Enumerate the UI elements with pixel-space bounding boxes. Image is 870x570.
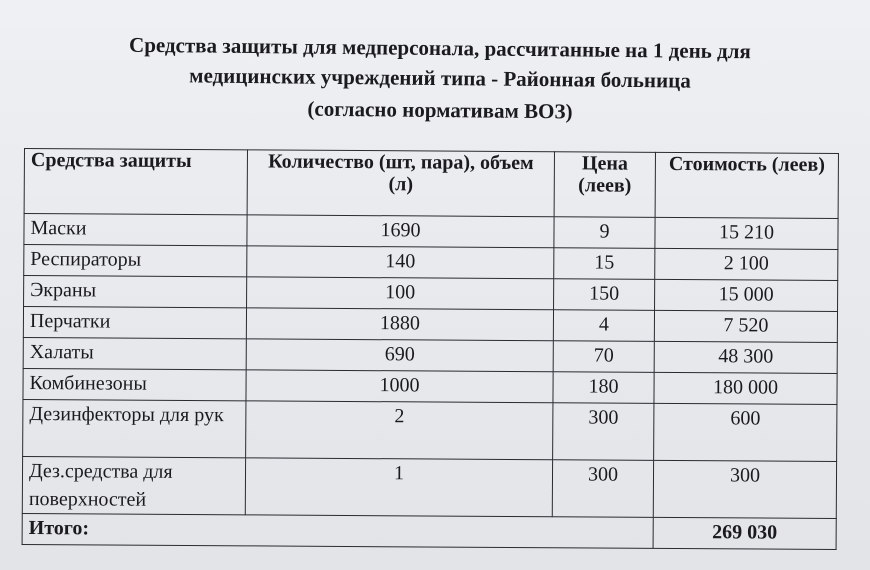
cell-quantity: 1690 (247, 215, 554, 248)
cell-price: 15 (554, 248, 655, 280)
cell-quantity: 140 (247, 246, 554, 279)
cell-price: 70 (553, 341, 654, 373)
cell-quantity: 1 (245, 458, 552, 517)
cell-price: 4 (553, 310, 654, 342)
table-header-row (24, 149, 838, 219)
table-row (23, 368, 837, 404)
header-item: Средства защиты (24, 149, 247, 215)
cell-item: Дезинфекторы для рук (23, 399, 246, 457)
cell-price: 9 (554, 217, 655, 249)
cell-cost: 15 000 (655, 279, 838, 311)
header-quantity: Количество (шт, пара), объем (л) (247, 150, 554, 217)
document-title-line-1: Средства защиты для медперсонала, рассчитанные на 1 день для (128, 32, 751, 64)
cell-quantity: 1880 (246, 308, 553, 341)
cell-quantity: 1000 (246, 370, 553, 403)
cell-item: Маски (24, 214, 247, 246)
cell-item: Экраны (24, 276, 247, 308)
cell-cost: 7 520 (654, 310, 837, 342)
cell-price: 300 (553, 403, 654, 461)
cell-item: Респираторы (24, 245, 247, 277)
cell-item: Халаты (23, 337, 246, 369)
cell-cost: 600 (654, 403, 837, 461)
cell-quantity: 100 (247, 277, 554, 310)
document-subtitle: (согласно нормативам ВОЗ) (307, 96, 573, 124)
total-value: 269 030 (653, 517, 836, 549)
cell-price: 150 (554, 279, 655, 311)
table-row (23, 337, 837, 373)
table-row (24, 276, 838, 312)
cell-price: 300 (552, 460, 653, 518)
header-cost: Стоимость (леев) (655, 152, 838, 218)
cell-price: 180 (553, 372, 654, 404)
cell-quantity: 690 (246, 339, 553, 372)
header-price: Цена (леев) (554, 152, 655, 218)
table-row (24, 214, 838, 250)
protection-cost-table (22, 148, 839, 550)
cell-cost: 15 210 (655, 217, 838, 249)
cell-cost: 48 300 (654, 341, 837, 373)
cell-cost: 2 100 (655, 248, 838, 280)
cell-item: Дез.средства для поверхностей (22, 456, 245, 514)
table-row (23, 399, 837, 461)
cell-cost: 300 (653, 460, 836, 518)
cell-item: Перчатки (23, 307, 246, 339)
document-title-line-2: медицинских учреждений типа - Районная больница (189, 63, 691, 93)
table-row (22, 456, 836, 518)
table-row (24, 245, 838, 281)
table-row (23, 307, 837, 343)
table-total-row (22, 513, 836, 549)
cell-quantity: 2 (246, 401, 553, 460)
total-label: Итого: (22, 513, 653, 548)
cell-cost: 180 000 (654, 372, 837, 404)
cell-item: Комбинезоны (23, 368, 246, 400)
